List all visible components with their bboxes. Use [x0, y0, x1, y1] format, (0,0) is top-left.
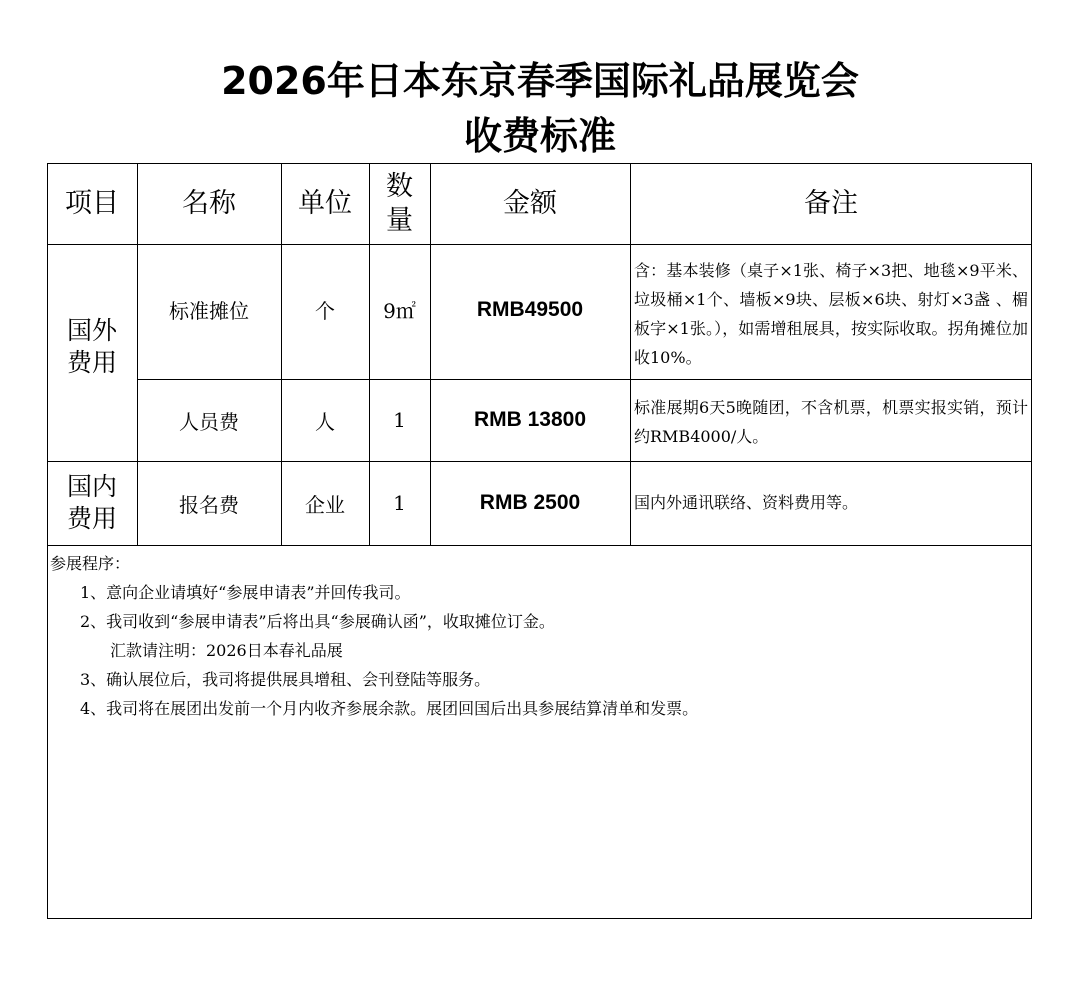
table-row-registration-unit: 企业 [305, 492, 345, 517]
document-title: 2026年日本东京春季国际礼品展览会 [221, 59, 859, 103]
header-name: 名称 [182, 187, 236, 219]
table-row-booth-remark: 含：基本装修（桌子×1张、椅子×3把、地毯×9平米、垃圾桶×1个、墙板×9块、层板×6块、射灯×3盏 、楣板字×1张。），如需增租展具，按实际收取。拐角摊位加收10%。 [634, 261, 1028, 367]
table-row-registration-qty: 1 [393, 491, 406, 515]
header-amount: 金额 [503, 187, 557, 219]
table-row-registration-name: 报名费 [179, 492, 239, 517]
procedure-step: 4、我司将在展团出发前一个月内收齐参展余款。展团回国后出具参展结算清单和发票。 [80, 699, 699, 718]
header-quantity: 数 量 [386, 170, 413, 236]
procedure-step: 3、确认展位后，我司将提供展具增租、会刊登陆等服务。 [80, 670, 491, 689]
table-row-staff-name: 人员费 [179, 409, 239, 434]
table-row-booth-name: 标准摊位 [169, 299, 249, 323]
table-row-staff-unit: 人 [315, 409, 335, 434]
table-row-booth-unit: 个 [315, 299, 335, 323]
table-row-registration-amount: RMB 2500 [479, 491, 581, 514]
table-row-booth-amount: RMB49500 [476, 297, 584, 321]
document-subtitle: 收费标准 [463, 114, 616, 158]
header-unit: 单位 [298, 187, 352, 219]
table-row-registration-remark: 国内外通讯联络、资料费用等。 [634, 493, 859, 512]
procedure-section [50, 549, 698, 723]
procedure-remittance-note: 汇款请注明：2026日本春礼品展 [110, 641, 343, 660]
header-remark: 备注 [804, 187, 858, 219]
table-row-booth-qty: 9㎡ [383, 299, 416, 323]
table-row-staff-qty: 1 [393, 408, 406, 432]
row-divider [47, 545, 1032, 546]
procedure-step: 2、我司收到“参展申请表”后将出具“参展确认函”，收取摊位订金。 [80, 612, 555, 631]
procedure-heading: 参展程序： [50, 554, 131, 573]
table-row-staff-remark: 标准展期6天5晚随团，不含机票，机票实报实销，预计约RMB4000/人。 [634, 398, 1028, 446]
category-overseas: 国外 费用 [66, 316, 117, 377]
procedure-step: 1、意向企业请填好“参展申请表”并回传我司。 [80, 583, 411, 602]
category-domestic: 国内 费用 [66, 472, 117, 533]
header-item: 项目 [65, 187, 119, 219]
table-row-staff-amount: RMB 13800 [473, 408, 587, 431]
